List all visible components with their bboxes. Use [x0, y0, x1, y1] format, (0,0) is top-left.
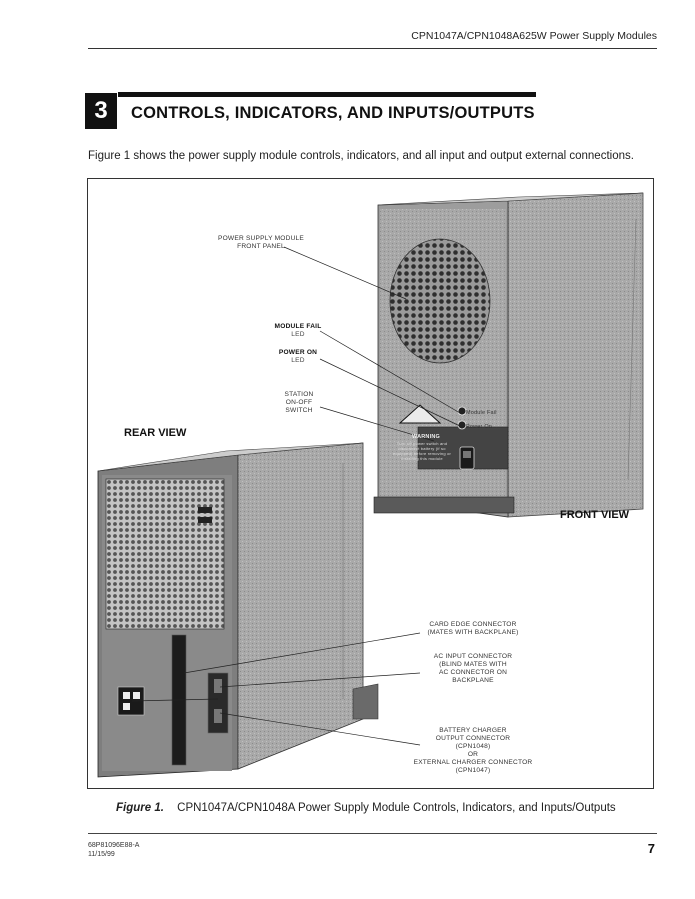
front-view-label: FRONT VIEW: [560, 509, 630, 521]
section-number: 3: [85, 93, 117, 129]
callout-card-edge-line-2: (MATES WITH BACKPLANE): [427, 629, 519, 636]
callout-module-fail-line-1: MODULE FAIL: [274, 323, 322, 330]
warning-label-body: Turn off power switch and disconnect battery (if so equipped) before removing or installing this module: [392, 441, 452, 461]
callout-front-panel-line-2: FRONT PANEL: [237, 243, 285, 250]
callout-module-fail-line-2: LED: [291, 331, 305, 338]
footer-doc-number: 68P81096E88-A: [88, 842, 140, 849]
callout-station-switch-line-2: ON-OFF: [285, 399, 313, 406]
callout-card-edge-connector: [414, 621, 532, 637]
figure-1: [87, 178, 654, 789]
callout-battery-line-1: BATTERY CHARGER: [439, 727, 507, 734]
intro-paragraph: Figure 1 shows the power supply module controls, indicators, and all input and output external connections.: [88, 150, 634, 162]
callout-battery-line-5: EXTERNAL CHARGER CONNECTOR: [413, 759, 533, 766]
running-header: CPN1047A/CPN1048A625W Power Supply Modules: [411, 30, 657, 42]
figure-caption: [116, 802, 665, 814]
callout-power-on-led: [268, 349, 328, 365]
callout-power-on-line-2: LED: [291, 357, 305, 364]
callout-battery-line-3: (CPN1048): [455, 743, 491, 750]
footer-doc-info: [88, 842, 139, 859]
callout-power-on-line-1: POWER ON: [278, 349, 318, 356]
rear-view-label: REAR VIEW: [124, 427, 187, 439]
page-number: 7: [647, 841, 655, 856]
footer-date: 11/15/99: [88, 850, 115, 858]
callout-front-panel-line-1: POWER SUPPLY MODULE: [218, 235, 304, 242]
callout-ac-input-line-3: AC CONNECTOR ON: [438, 669, 508, 676]
callout-battery-line-2: OUTPUT CONNECTOR: [435, 735, 511, 742]
callout-station-switch: [274, 391, 324, 415]
callout-station-switch-line-3: SWITCH: [285, 407, 313, 414]
footer-rule: [88, 833, 657, 834]
callout-module-fail-led: [268, 323, 328, 339]
callout-front-panel: [214, 235, 308, 251]
callout-ac-input-connector: [414, 653, 532, 685]
header-rule: [88, 48, 657, 49]
callout-ac-input-line-1: AC INPUT CONNECTOR: [433, 653, 513, 660]
callout-ac-input-line-4: BACKPLANE: [452, 677, 494, 684]
front-view-module: [374, 193, 643, 517]
callout-battery-line-6: (CPN1047): [455, 767, 491, 774]
section-heading-bar: [118, 92, 536, 97]
rear-view-module: [98, 443, 378, 777]
callout-station-switch-line-1: STATION: [284, 391, 314, 398]
figure-caption-label: Figure 1.: [116, 802, 164, 814]
callout-ac-input-line-2: (BLIND MATES WITH: [439, 661, 507, 668]
callout-card-edge-line-1: CARD EDGE CONNECTOR: [429, 621, 517, 628]
callout-battery-line-4: OR: [467, 751, 479, 758]
figure-caption-text: CPN1047A/CPN1048A Power Supply Module Controls, Indicators, and Inputs/Outputs: [177, 802, 616, 814]
module-fail-panel-label: Module Fail: [466, 410, 497, 416]
callout-battery-charger-connector: [404, 727, 542, 775]
power-on-panel-label: Power On: [466, 424, 493, 430]
section-title: CONTROLS, INDICATORS, AND INPUTS/OUTPUTS: [131, 104, 535, 122]
power-supply-illustration: [88, 179, 655, 790]
warning-label-title: WARNING: [412, 434, 440, 440]
